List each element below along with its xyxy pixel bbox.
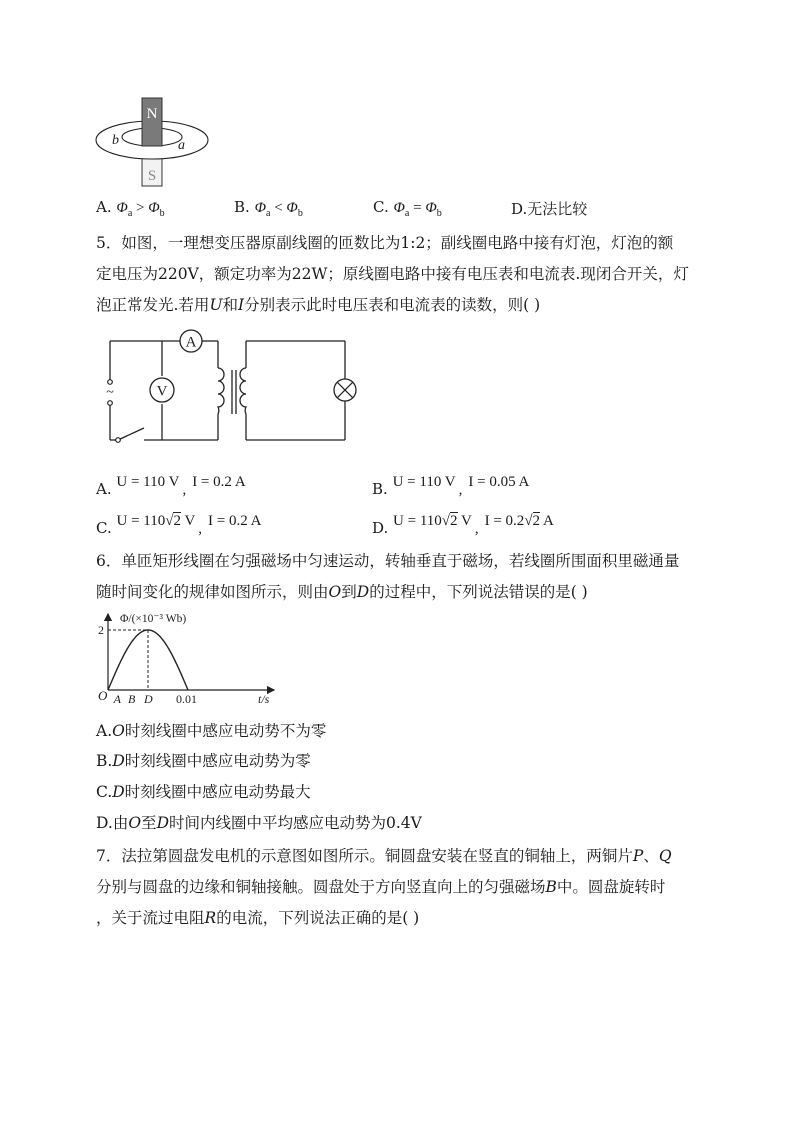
q6-option-c[interactable]: C.D时刻线圈中感应电动势最大 [96, 783, 311, 801]
q6-stem-line-2: 随时间变化的规律如图所示，则由O到D的过程中，下列说法错误的是( ) [96, 583, 588, 601]
y-axis-label: Φ/(×10⁻³ Wb) [120, 613, 187, 625]
q4-option-a[interactable]: A. $\Phi_a > \Phi_b$ [96, 198, 165, 219]
q6-option-d[interactable]: D.由O至D时间内线圈中平均感应电动势为0.4V [96, 814, 422, 832]
magnet-south-label: S [147, 168, 157, 184]
q5-option-a[interactable]: A. U = 110 V , I = 0.2 A [96, 474, 246, 498]
ring-label-b: b [112, 133, 119, 148]
magnet-north-label: N [146, 106, 158, 122]
q6-option-b[interactable]: B.D时刻线圈中感应电动势为零 [96, 752, 311, 770]
x-tick-label: D [144, 692, 153, 706]
ammeter-label: A [185, 334, 197, 351]
q4-option-b[interactable]: B. $\Phi_a < \Phi_b$ [234, 198, 303, 219]
flux-time-chart [94, 604, 284, 708]
transformer-circuit-figure [100, 328, 362, 444]
q5-option-b[interactable]: B. U = 110 V , I = 0.05 A [372, 474, 530, 498]
origin-label: O [98, 688, 108, 703]
q7-stem-line-1: 7．法拉第圆盘发电机的示意图如图所示。铜圆盘安装在竖直的铜轴上，两铜片P、Q [96, 847, 672, 865]
q5-option-d[interactable]: D. U = 110√2 V , I = 0.2√2 A [372, 513, 554, 537]
sqrt-sign: √ [524, 513, 533, 529]
q7-stem-line-3: ，关于流过电阻R的电流，下列说法正确的是( ) [96, 909, 420, 927]
magnet-ring-figure [92, 96, 212, 188]
q5-option-c[interactable]: C. U = 110√2 V , I = 0.2 A [96, 513, 262, 537]
sqrt-sign: √ [441, 513, 451, 529]
x-tick-label: 0.01 [176, 692, 197, 706]
q4-option-d[interactable]: D.无法比较 [511, 200, 588, 218]
ring-label-a: a [178, 138, 185, 153]
x-axis-label: t/s [258, 692, 270, 706]
q5-stem-line-1: 5．如图，一理想变压器原副线圈的匝数比为1:2；副线圈电路中接有灯泡，灯泡的额 [96, 234, 674, 252]
q7-stem-line-2: 分别与圆盘的边缘和铜轴接触。圆盘处于方向竖直向上的匀强磁场B中。圆盘旋转时 [96, 878, 666, 896]
x-tick-label: A [113, 692, 121, 706]
q5-stem-line-2: 定电压为220V，额定功率为22W；原线圈电路中接有电压表和电流表.现闭合开关，灯 [96, 265, 689, 283]
x-tick-label: B [128, 692, 136, 706]
q6-option-a[interactable]: A.O时刻线圈中感应电动势不为零 [96, 722, 327, 740]
q5-stem-line-3: 泡正常发光.若用U和I分别表示此时电压表和电流表的读数，则( ) [96, 296, 541, 314]
y-tick-label: 2 [98, 623, 104, 637]
q4-option-c[interactable]: C. $\Phi_a = \Phi_b$ [373, 198, 442, 219]
q6-stem-line-1: 6．单匝矩形线圈在匀强磁场中匀速运动，转轴垂直于磁场，若线圈所围面积里磁通量 [96, 552, 680, 570]
voltmeter-label: V [156, 383, 168, 400]
ac-source-symbol: ~ [106, 385, 114, 400]
sqrt-sign: √ [165, 513, 174, 529]
